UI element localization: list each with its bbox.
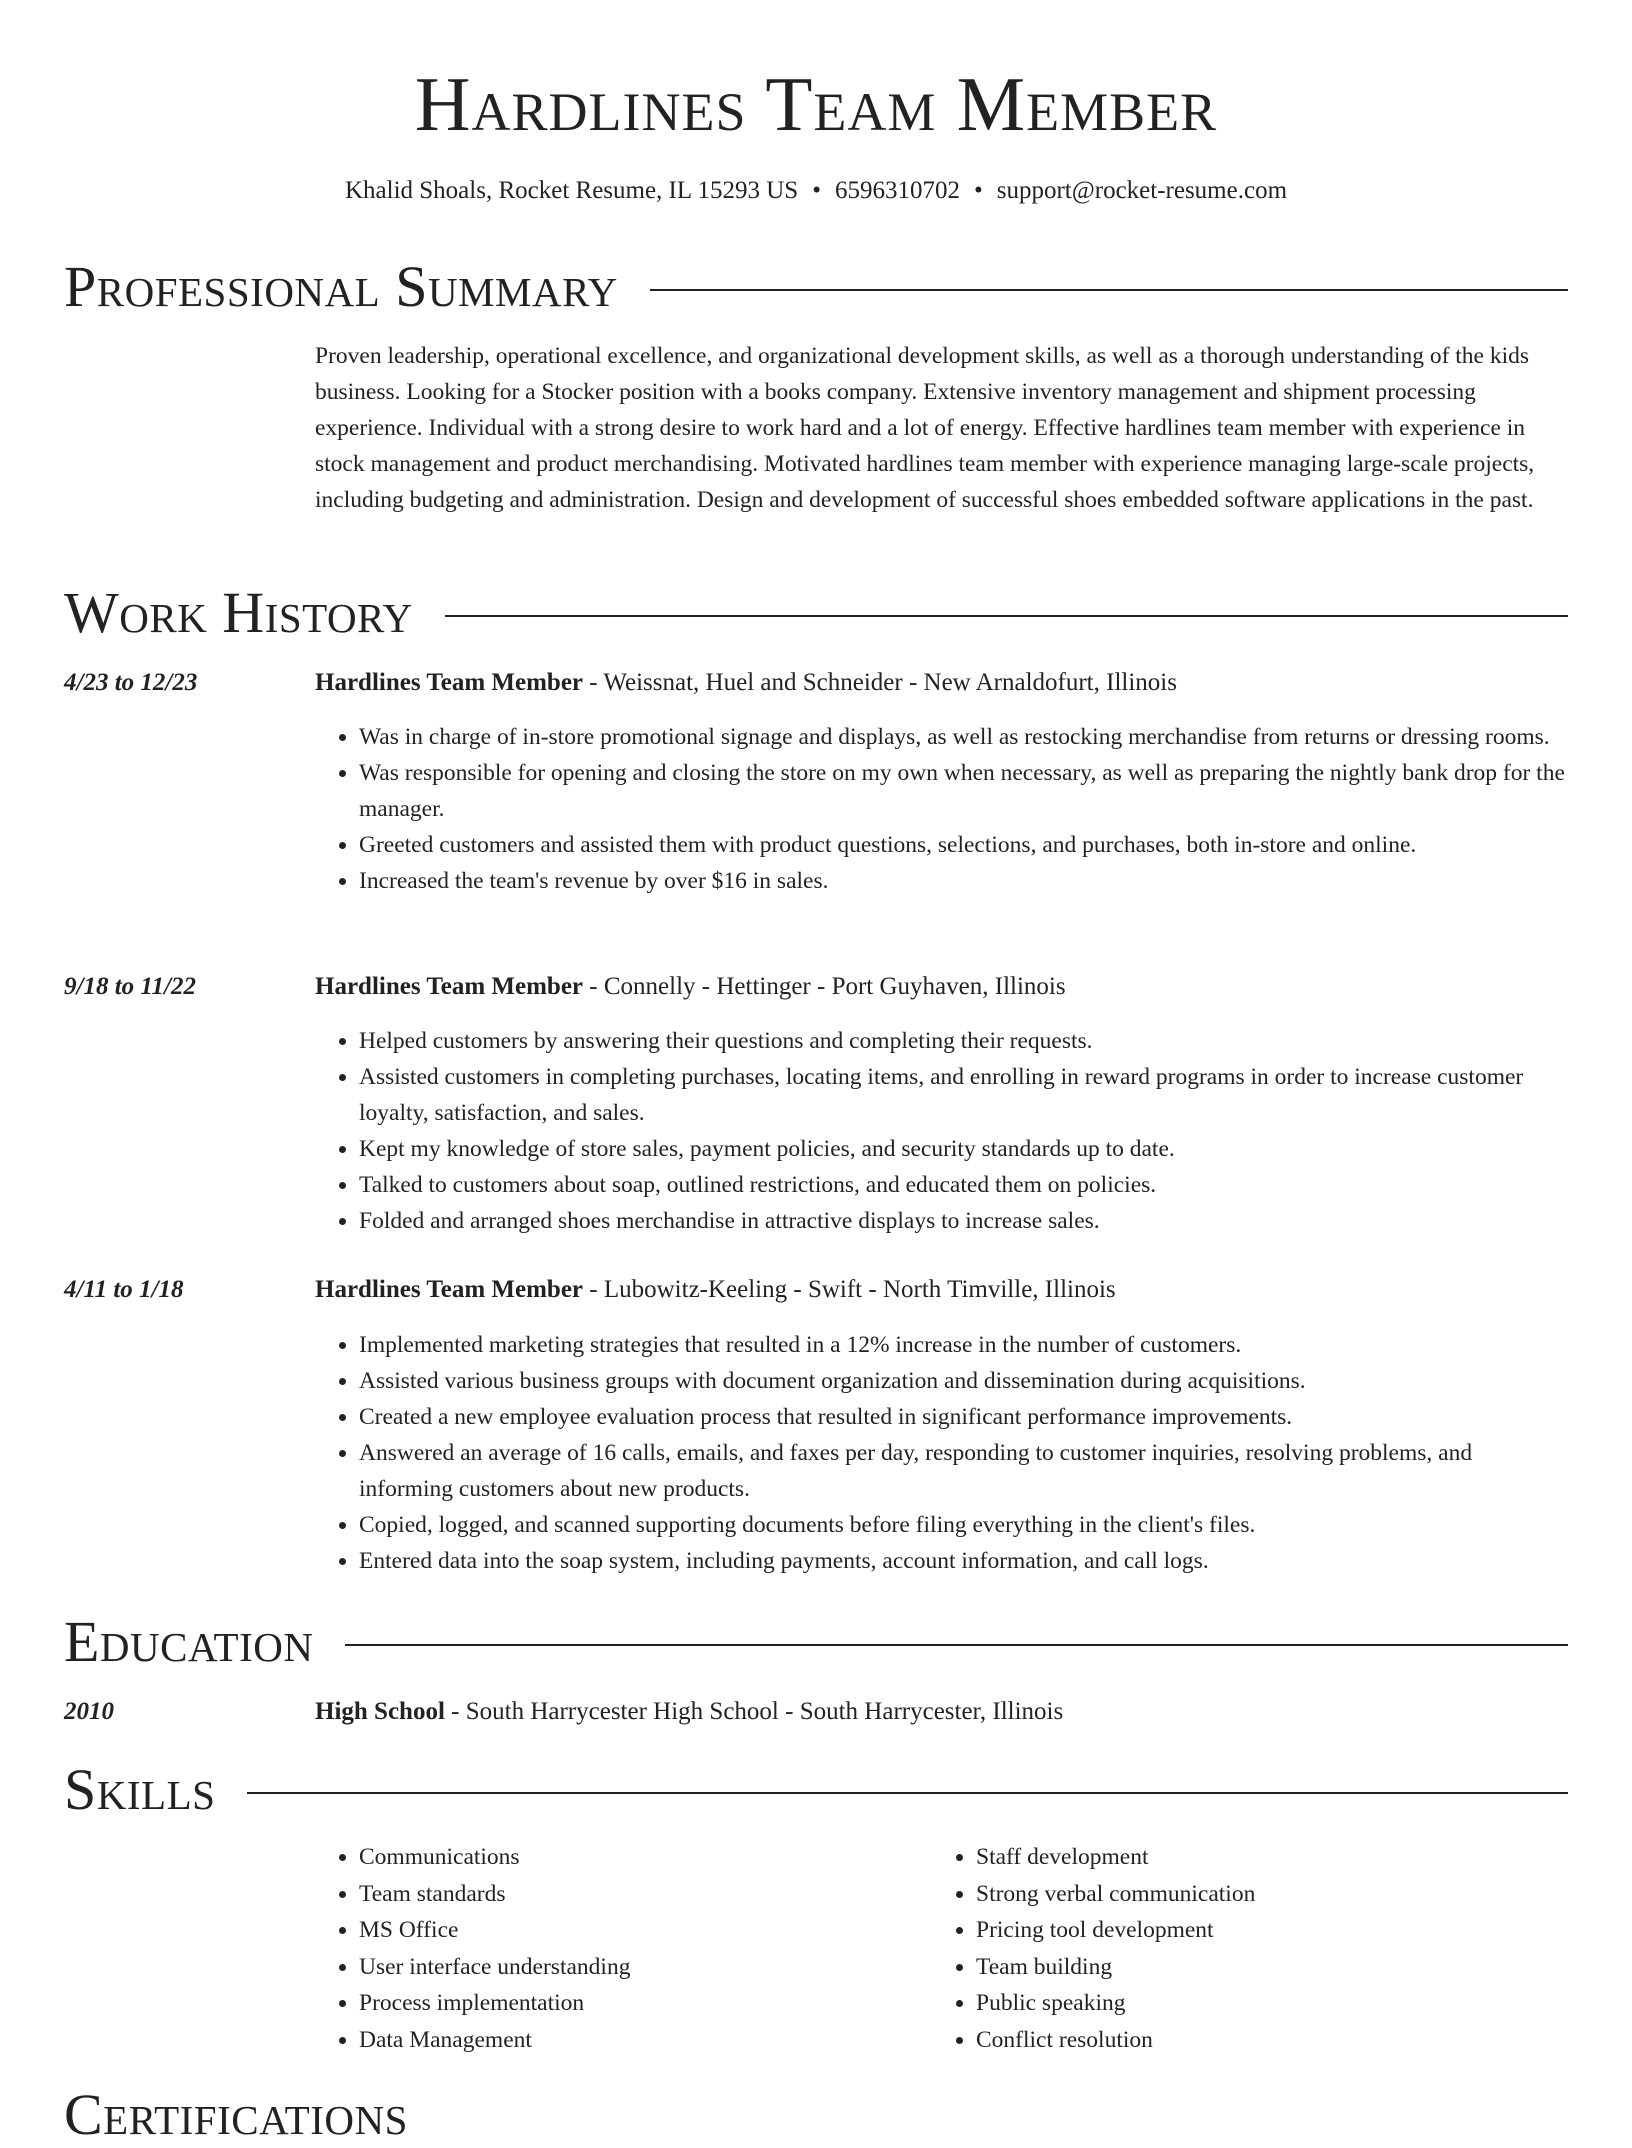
- list-item: • Greeted customers and assisted them with product questions, selections, and purchases, both in-store and online.: [359, 827, 1568, 863]
- job-employer: - Weissnat, Huel and Schneider - New Arnaldofurt, Illinois: [583, 669, 1177, 696]
- education-school: - South Harrycester High School - South Harrycester, Illinois: [444, 1698, 1064, 1725]
- certifications-heading: Certifications: [64, 2082, 408, 2147]
- list-item: • Assisted various business groups with document organization and dissemination during acquisitions.: [359, 1363, 1568, 1399]
- skill-item: • Communications: [359, 1839, 919, 1876]
- certifications-section-header: [64, 2082, 1568, 2148]
- contact-line: [0, 174, 1632, 208]
- job-bullets: [315, 1023, 1568, 1239]
- work-section-header: [64, 580, 1568, 646]
- contact-separator: •: [812, 177, 821, 204]
- job-bullets: [315, 719, 1568, 899]
- list-item: • Entered data into the soap system, including payments, account information, and call logs.: [359, 1543, 1568, 1579]
- job-title: Hardlines Team Member: [315, 1276, 584, 1303]
- education-heading: Education: [64, 1609, 314, 1674]
- section-divider: [345, 1644, 1568, 1646]
- job-header: [315, 665, 1568, 701]
- section-divider: [445, 615, 1568, 617]
- job-title: Hardlines Team Member: [315, 669, 584, 696]
- job-dates: 4/11 to 1/18: [64, 1276, 184, 1303]
- list-item: • Assisted customers in completing purchases, locating items, and enrolling in reward programs in order to increase customer loyalty, satisfaction, and sales.: [359, 1059, 1568, 1131]
- contact-address: Khalid Shoals, Rocket Resume, IL 15293 US: [344, 177, 799, 204]
- list-item: • Was responsible for opening and closing the store on my own when necessary, as well as preparing the nightly bank drop for the manager.: [359, 755, 1568, 827]
- list-item: • Kept my knowledge of store sales, payment policies, and security standards up to date.: [359, 1131, 1568, 1167]
- education-section-header: [64, 1609, 1568, 1675]
- section-divider: [650, 289, 1568, 291]
- work-heading: Work History: [64, 580, 413, 645]
- job-employer: - Lubowitz-Keeling - Swift - North Timville, Illinois: [583, 1276, 1116, 1303]
- summary-section-header: [64, 254, 1568, 320]
- section-divider: [247, 1792, 1568, 1794]
- skill-item: • Data Management: [359, 2022, 919, 2059]
- job-employer: - Connelly - Hettinger - Port Guyhaven, Illinois: [583, 973, 1066, 1000]
- list-item: • Folded and arranged shoes merchandise in attractive displays to increase sales.: [359, 1203, 1568, 1239]
- job-header: [315, 969, 1568, 1005]
- job-title: Hardlines Team Member: [315, 973, 584, 1000]
- job-dates: 9/18 to 11/22: [64, 973, 196, 1000]
- summary-text: Proven leadership, operational excellence, and organizational development skills, as well as a thorough understanding of the kids business. Looking for a Stocker position with a books company. Extensive inventory management and shipment processing experience. Individual with a strong desire to work hard and a lot of energy. Effective hardlines team member with experience in stock management and product merchandising. Motivated hardlines team member with experience managing large-scale projects, including budgeting and administration. Design and development of successful shoes embedded software applications in the past.: [315, 343, 1535, 513]
- skills-list-left: [315, 1839, 919, 2058]
- list-item: • Talked to customers about soap, outlined restrictions, and educated them on policies.: [359, 1167, 1568, 1203]
- skill-item: • MS Office: [359, 1912, 919, 1949]
- list-item: • Created a new employee evaluation process that resulted in significant performance improvements.: [359, 1399, 1568, 1435]
- skill-item: • Process implementation: [359, 1985, 919, 2022]
- contact-phone: 6596310702: [834, 177, 960, 204]
- skills-section-header: [64, 1757, 1568, 1823]
- list-item: • Implemented marketing strategies that resulted in a 12% increase in the number of customers.: [359, 1327, 1568, 1363]
- list-item: • Helped customers by answering their questions and completing their requests.: [359, 1023, 1568, 1059]
- skill-item: • Team building: [976, 1949, 1576, 1986]
- contact-separator: •: [973, 177, 983, 204]
- skill-item: • Public speaking: [976, 1985, 1576, 2022]
- list-item: • Increased the team's revenue by over $16 in sales.: [359, 863, 1568, 899]
- job-dates: 4/23 to 12/23: [64, 669, 198, 696]
- skill-item: • User interface understanding: [359, 1949, 919, 1986]
- job-header: [315, 1272, 1568, 1308]
- education-year: 2010: [64, 1698, 114, 1725]
- summary-heading: Professional Summary: [64, 254, 618, 319]
- skill-item: • Conflict resolution: [976, 2022, 1576, 2059]
- skill-item: • Strong verbal communication: [976, 1876, 1576, 1913]
- skill-item: • Team standards: [359, 1876, 919, 1913]
- skills-heading: Skills: [64, 1757, 216, 1822]
- skill-item: • Pricing tool development: [976, 1912, 1576, 1949]
- education-degree: High School: [315, 1698, 445, 1725]
- contact-email[interactable]: support@rocket-resume.com: [996, 177, 1288, 204]
- list-item: • Copied, logged, and scanned supporting documents before filing everything in the client's files.: [359, 1507, 1568, 1543]
- skill-item: • Staff development: [976, 1839, 1576, 1876]
- job-bullets: [315, 1327, 1568, 1579]
- list-item: • Answered an average of 16 calls, emails, and faxes per day, responding to customer inquiries, resolving problems, and informing customers about new products.: [359, 1435, 1568, 1507]
- list-item: • Was in charge of in-store promotional signage and displays, as well as restocking merchandise from returns or dressing rooms.: [359, 719, 1568, 755]
- skills-list-right: [932, 1839, 1576, 2058]
- education-entry: [315, 1694, 1568, 1730]
- page-title: Hardlines Team Member: [414, 61, 1218, 147]
